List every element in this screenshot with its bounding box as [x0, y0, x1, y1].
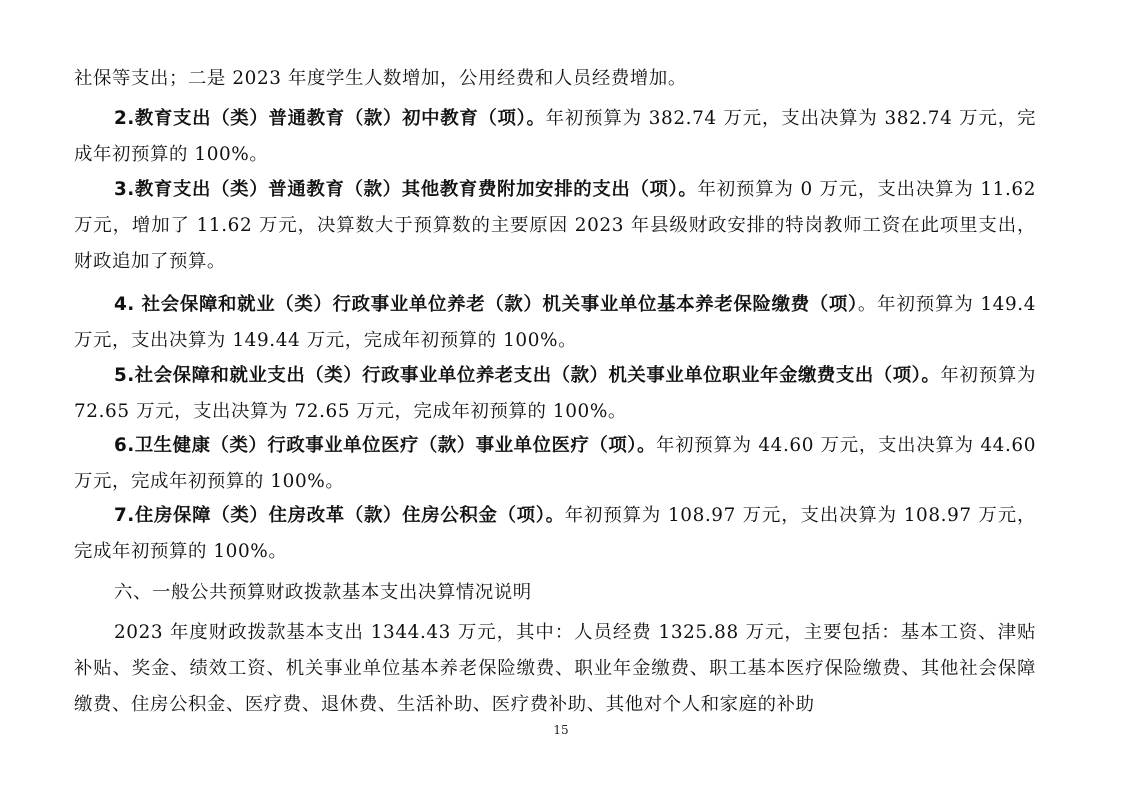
paragraph-body: 年初预算为 108.97 万元，支出决算为 108.97 万元，完成年初预算的 100%。: [74, 505, 1036, 562]
paragraph-body: 社保等支出；二是 2023 年度学生人数增加，公用经费和人员经费增加。: [74, 68, 687, 89]
paragraph-item-4: [74, 287, 1036, 359]
paragraph-lead: 7.住房保障（类）住房改革（款）住房公积金（项）。: [114, 505, 565, 526]
paragraph-body: 年初预算为 0 万元，支出决算为 11.62 万元，增加了 11.62 万元，决算数大于预算数的主要原因 2023 年县级财政安排的特岗教师工资在此项里支出，财政追加了预算。: [74, 179, 1036, 272]
paragraph-basic-expenditure: [74, 615, 1036, 723]
section-heading-text: 六、一般公共预算财政拨款基本支出决算情况说明: [114, 582, 532, 603]
paragraph-body: 。年初预算为 149.4 万元，支出决算为 149.44 万元，完成年初预算的 100%。: [74, 294, 1037, 351]
paragraph-lead: 2.教育支出（类）普通教育（款）初中教育（项）。: [114, 108, 546, 129]
paragraph-body: 年初预算为 44.60 万元，支出决算为 44.60 万元，完成年初预算的 100%。: [74, 435, 1037, 492]
paragraph-lead: 3.教育支出（类）普通教育（款）其他教育费附加安排的支出（项）。: [114, 179, 698, 200]
paragraph-continuation: [74, 61, 1036, 97]
paragraph-body: 年初预算为 72.65 万元，支出决算为 72.65 万元，完成年初预算的 100%。: [74, 365, 1036, 422]
page-number: 15: [553, 723, 569, 737]
paragraph-item-6: [74, 428, 1036, 500]
paragraph-body: 2023 年度财政拨款基本支出 1344.43 万元，其中：人员经费 1325.88 万元，主要包括：基本工资、津贴补贴、奖金、绩效工资、机关事业单位基本养老保险缴费、职业年金缴费、职工基本医疗保险缴费、其他社会保障缴费、住房公积金、医疗费、退休费、生活补助、医疗费补助、其他对个人和家庭的补助: [74, 622, 1036, 715]
paragraph-item-5: [74, 358, 1036, 430]
paragraph-item-7: [74, 498, 1036, 570]
paragraph-item-2: [74, 101, 1036, 173]
paragraph-lead: 4. 社会保障和就业（类）行政事业单位养老（款）机关事业单位基本养老保险缴费（项）: [114, 294, 858, 315]
paragraph-item-3: [74, 172, 1036, 280]
paragraph-body: 年初预算为 382.74 万元，支出决算为 382.74 万元，完成年初预算的 100%。: [74, 108, 1037, 165]
section-heading: [74, 575, 1036, 611]
paragraph-lead: 5.社会保障和就业支出（类）行政事业单位养老支出（款）机关事业单位职业年金缴费支出（项）。: [114, 365, 941, 386]
paragraph-lead: 6.卫生健康（类）行政事业单位医疗（款）事业单位医疗（项）。: [114, 435, 657, 456]
